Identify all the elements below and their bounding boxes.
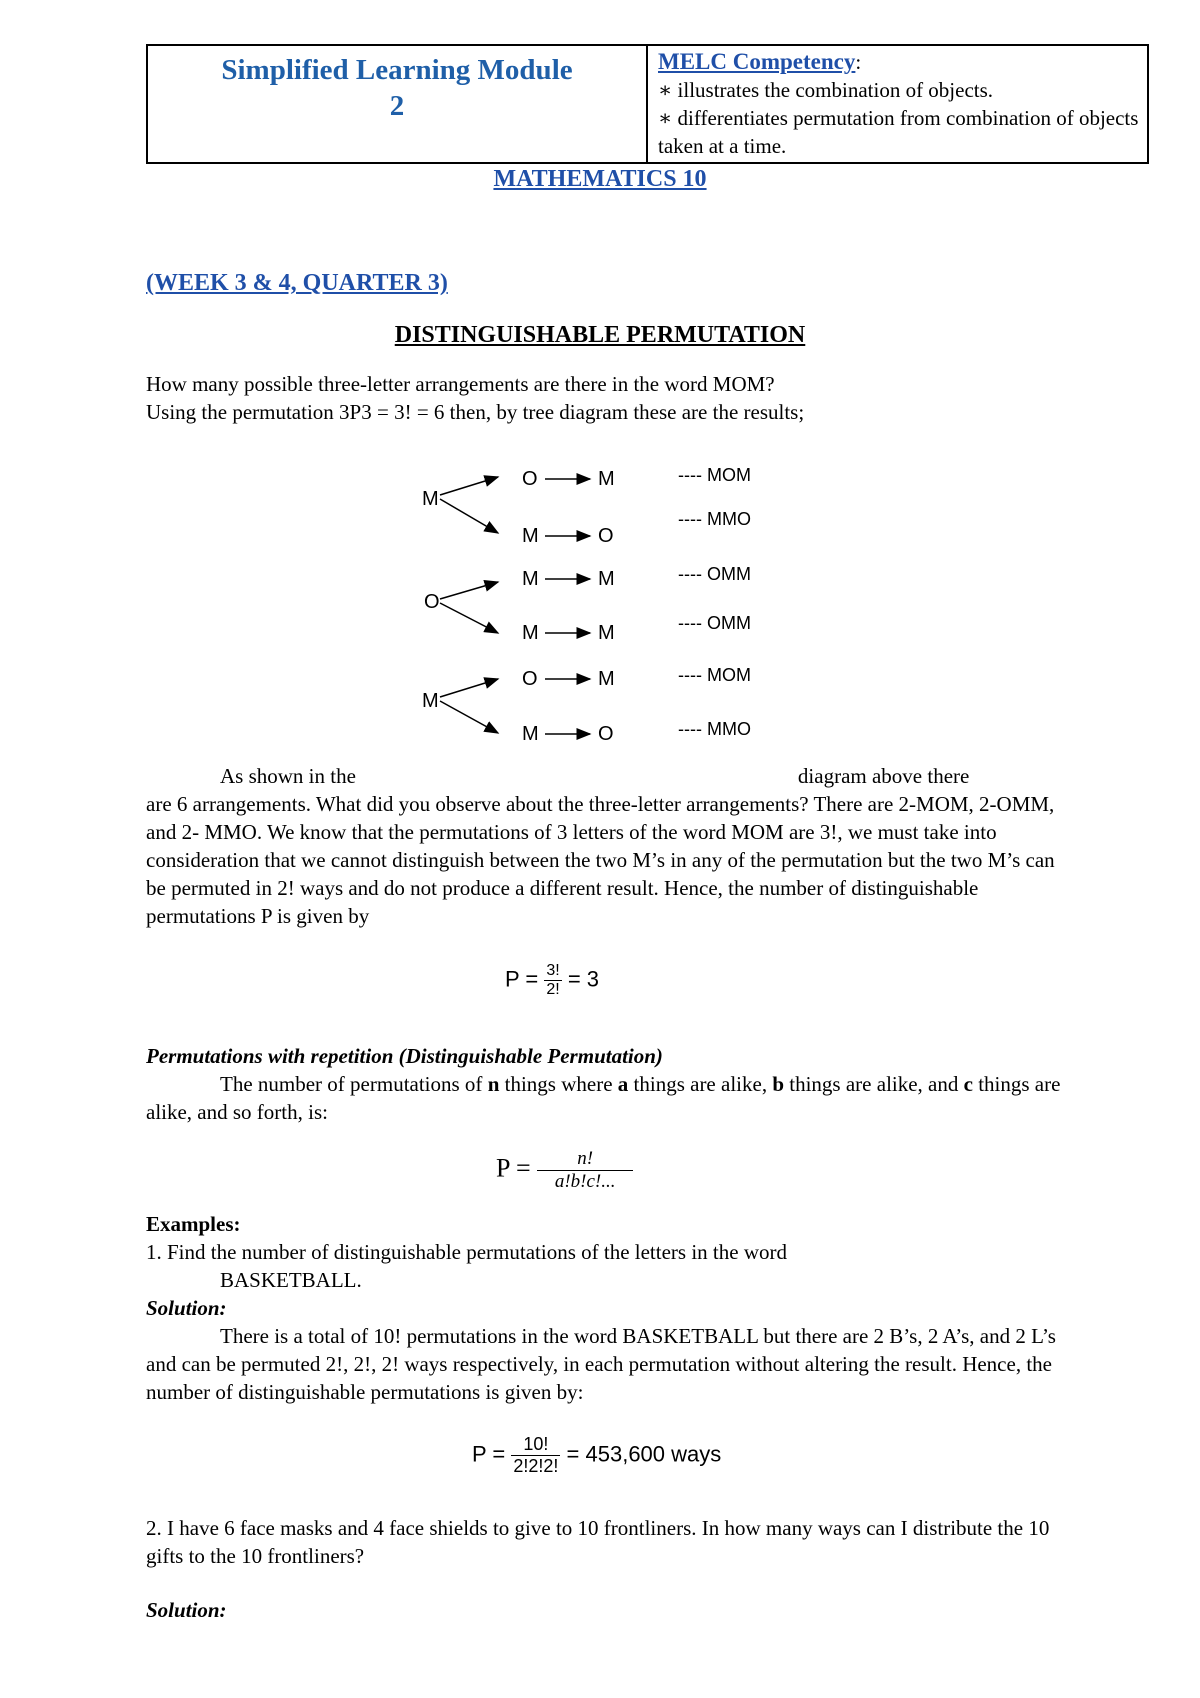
- formula-general: P = $\frac{n!}{a!b!c!...}$: [496, 1148, 633, 1193]
- explanation-paragraph: As shown in the diagram above there are 6 arrangements. What did you observe about the three-letter arrangements? There are 2-MOM, 2-OMM, and 2- MMO. We know that the permutations of 3 letters of the word MOM are 3!, we must take into consideration that we cannot distinguish between the two M’s in any of the permutation but the two M’s can be permuted in 2! ways and do not produce a different result. Hence, the number of distinguishable permutations P is given by: [146, 764, 1055, 928]
- example-1: 1. Find the number of distinguishable permutations of the letters in the word: [146, 1240, 787, 1264]
- header-box: [146, 44, 1149, 164]
- tree-node: M: [522, 525, 539, 547]
- solution-label-2: Solution:: [146, 1598, 227, 1622]
- intro-text: How many possible three-letter arrangements are there in the word MOM? Using the permutation 3P3 = 3! = 6 then, by tree diagram these are the results;: [146, 372, 805, 424]
- tree-result: ---- MOM: [678, 665, 751, 685]
- branch-line: [440, 499, 498, 533]
- branch-line: [440, 679, 498, 697]
- solution-1-text: There is a total of 10! permutations in the word BASKETBALL but there are 2 B’s, 2 A’s, and 2 L’s and can be permuted 2!, 2!, 2! ways respectively, in each permutation without altering the result. Hence, the number of distinguishable permutations is given by:: [146, 1324, 1056, 1404]
- formula-mom: P = $\frac{3!}{2!}$ = 3: [505, 962, 600, 998]
- repetition-heading: Permutations with repetition (Distinguishable Permutation): [146, 1044, 663, 1068]
- tree-node: O: [598, 525, 614, 547]
- lesson-title: DISTINGUISHABLE PERMUTATION: [394, 322, 806, 348]
- tree-node: M: [598, 622, 615, 644]
- tree-node: M: [598, 668, 615, 690]
- tree-root: M: [422, 488, 439, 510]
- tree-result: ---- MOM: [678, 465, 751, 485]
- competency-cell: MELC Competency: ∗ illustrates the combination of objects. ∗ differentiates permutation from combination of objects taken at a time.: [658, 49, 1139, 158]
- tree-diagram: [400, 455, 820, 755]
- solution-label: Solution:: [146, 1296, 227, 1320]
- module-title: Simplified Learning Module 2: [221, 54, 573, 122]
- tree-result: ---- MMO: [678, 509, 751, 529]
- formula-basketball: P = $\frac{10!}{2!2!2!}$ = 453,600 ways: [472, 1434, 722, 1476]
- example-2: 2. I have 6 face masks and 4 face shields to give to 10 frontliners. In how many ways can I distribute the 10 gifts to the 10 frontliners?: [146, 1516, 1050, 1568]
- competency-item: ∗ illustrates the combination of objects.: [658, 78, 994, 102]
- week-label: (WEEK 3 & 4, QUARTER 3): [146, 270, 448, 296]
- tree-node: M: [598, 468, 615, 490]
- branch-line: [440, 603, 498, 633]
- branch-line: [440, 582, 498, 599]
- branch-line: [440, 701, 498, 733]
- tree-root: M: [422, 690, 439, 712]
- tree-node: O: [522, 468, 538, 490]
- repetition-section: [146, 1042, 1066, 1126]
- examples-section: Examples: 1. Find the number of distinguishable permutations of the letters in the word BASKETBALL. Solution: There is a total of 10! permutations in the word BASKETBALL but there are 2 B’s, 2 A’s, and 2 L’s and can be permuted 2!, 2!, 2! ways respectively, in each permutation without altering the result. Hence, the number of distinguishable permutations is given by:: [146, 1210, 1066, 1406]
- tree-root: O: [424, 591, 440, 613]
- examples-heading: Examples:: [146, 1212, 241, 1236]
- branch-line: [440, 477, 498, 495]
- subject-title: MATHEMATICS 10: [493, 166, 707, 192]
- tree-node: M: [598, 568, 615, 590]
- tree-result: ---- MMO: [678, 719, 751, 739]
- tree-node: M: [522, 723, 539, 745]
- tree-node: M: [522, 568, 539, 590]
- tree-node: O: [522, 668, 538, 690]
- melc-label: MELC Competency: [658, 49, 856, 74]
- module-title-cell: [148, 46, 648, 162]
- competency-item: ∗ differentiates permutation from combination of objects taken at a time.: [658, 106, 1139, 158]
- tree-result: ---- OMM: [678, 613, 751, 633]
- tree-result: ---- OMM: [678, 564, 751, 584]
- tree-node: O: [598, 723, 614, 745]
- repetition-text: The number of permutations of n things where a things are alike, b things are alike, and c things are alike, and so forth, is:: [146, 1072, 1061, 1124]
- tree-node: M: [522, 622, 539, 644]
